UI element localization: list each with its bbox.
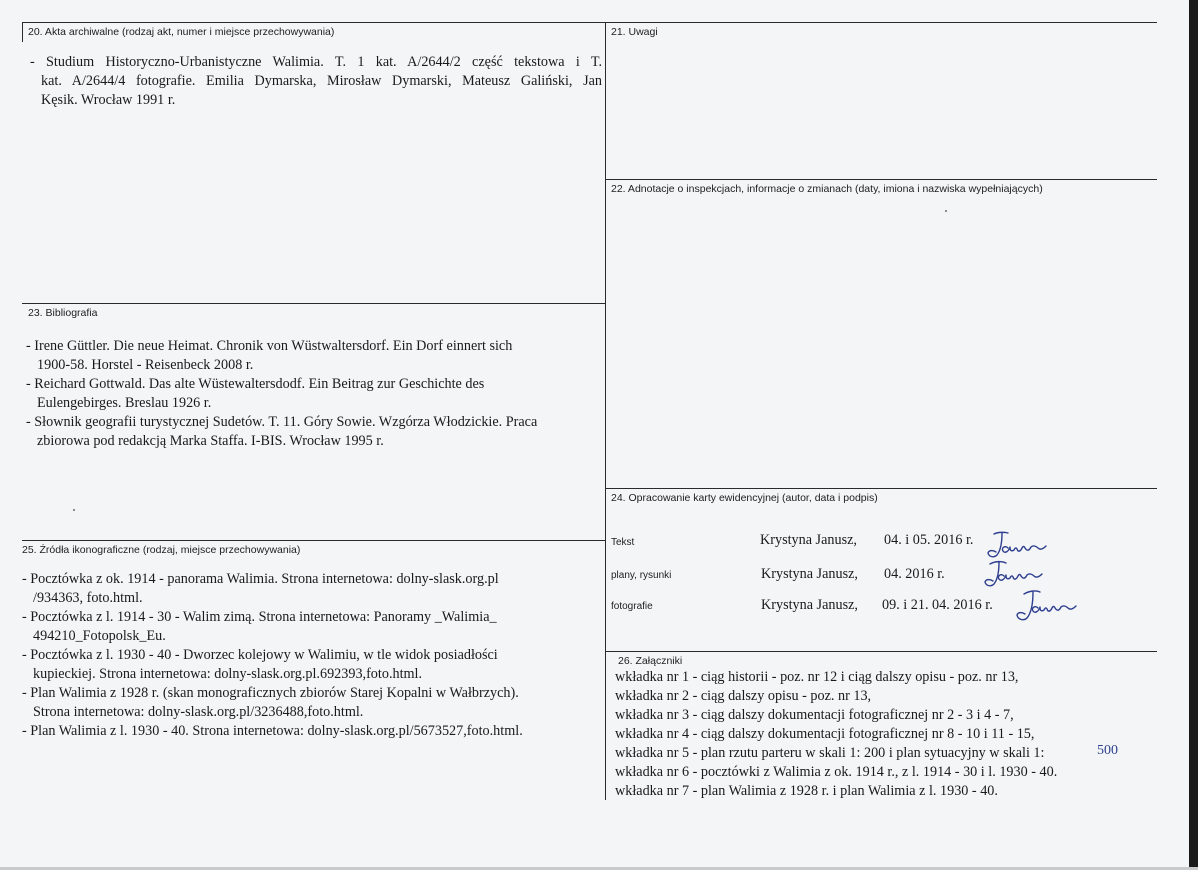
section-21-header: 21. Uwagi [611, 26, 658, 38]
iconography-line-5: - Pocztówka z l. 1930 - 40 - Dworzec kolejowy w Walimiu, w tle widok posiadłości [22, 647, 498, 663]
section-20-header: 20. Akta archiwalne (rodzaj akt, numer i miejsce przechowywania) [28, 26, 335, 38]
section-25-text [22, 570, 523, 741]
top-border [22, 22, 1157, 23]
section-20-text [30, 53, 602, 110]
dust-speck [73, 509, 75, 511]
section-25-header: 25. Źródła ikonograficzne (rodzaj, miejsce przechowywania) [22, 544, 301, 556]
row-date-text: 04. i 05. 2016 r. [884, 532, 974, 548]
center-divider [605, 22, 606, 800]
attachment-line-5: wkładka nr 5 - plan rzutu parteru w skali 1: 200 i plan sytuacyjny w skali 1: [615, 745, 1045, 761]
dust-speck [945, 210, 947, 212]
bibliography-line-4: Eulengebirges. Breslau 1926 r. [37, 395, 212, 411]
row-author-plans: Krystyna Janusz, [761, 566, 858, 582]
section-26-header: 26. Załączniki [618, 655, 683, 667]
archival-line-3: Kęsik. Wrocław 1991 r. [41, 92, 176, 108]
attachment-line-4: wkładka nr 4 - ciąg dalszy dokumentacji fotograficznej nr 8 - 10 i 11 - 15, [615, 726, 1035, 742]
left-border [22, 22, 23, 42]
signature-1 [984, 528, 1050, 562]
iconography-line-6: kupieckiej. Strona internetowa: dolny-slask.org.pl.692393,foto.html. [33, 666, 423, 682]
iconography-line-4: 494210_Fotopolsk_Eu. [33, 628, 166, 644]
attachment-line-2: wkładka nr 2 - ciąg dalszy opisu - poz. nr 13, [615, 688, 872, 704]
bibliography-line-5: - Słownik geografii turystycznej Sudetów. T. 11. Góry Sowie. Wzgórza Włodzickie. Praca [26, 414, 538, 430]
divider-22 [605, 179, 1157, 180]
section-26-text [615, 668, 1057, 801]
section-22-header: 22. Adnotacje o inspekcjach, informacje o zmianach (daty, imiona i nazwiska wypełniających) [611, 183, 1043, 195]
iconography-line-7: - Plan Walimia z 1928 r. (skan monograficznych zbiorów Starej Kopalni w Wałbrzych). [22, 685, 519, 701]
attachment-line-7: wkładka nr 7 - plan Walimia z 1928 r. i plan Walimia z l. 1930 - 40. [615, 783, 998, 799]
section-23-text [26, 337, 537, 451]
archival-line-2: kat. A/2644/4 fotografie. Emilia Dymarska, Mirosław Dymarski, Mateusz Galiński, Jan [41, 73, 602, 89]
signature-3 [1012, 586, 1078, 626]
row-author-photos: Krystyna Janusz, [761, 597, 858, 613]
scan-edge-right [1189, 0, 1198, 870]
row-author-text: Krystyna Janusz, [760, 532, 857, 548]
row-label-photos: fotografie [611, 601, 653, 612]
iconography-line-8: Strona internetowa: dolny-slask.org.pl/3236488,foto.html. [33, 704, 364, 720]
divider-24 [605, 488, 1157, 489]
bibliography-line-1: - Irene Güttler. Die neue Heimat. Chronik von Wüstwaltersdorf. Ein Dorf einnert sich [26, 338, 513, 354]
row-date-plans: 04. 2016 r. [884, 566, 945, 582]
divider-25 [22, 540, 605, 541]
bibliography-line-2: 1900-58. Horstel - Reisenbeck 2008 r. [37, 357, 254, 373]
bibliography-line-6: zbiorowa pod redakcją Marka Staffa. I-BIS. Wrocław 1995 r. [37, 433, 384, 449]
attachment-line-6: wkładka nr 6 - pocztówki z Walimia z ok. 1914 r., z l. 1914 - 30 i l. 1930 - 40. [615, 764, 1058, 780]
attachment-line-1: wkładka nr 1 - ciąg historii - poz. nr 12 i ciąg dalszy opisu - poz. nr 13, [615, 669, 1019, 685]
iconography-line-1: - Pocztówka z ok. 1914 - panorama Walimia. Strona internetowa: dolny-slask.org.pl [22, 571, 499, 587]
handwritten-scale-500: 500 [1097, 743, 1118, 758]
section-24-header: 24. Opracowanie karty ewidencyjnej (autor, data i podpis) [611, 492, 878, 504]
row-date-photos: 09. i 21. 04. 2016 r. [882, 597, 993, 613]
section-23-header: 23. Bibliografia [28, 307, 98, 319]
iconography-line-2: /934363, foto.html. [33, 590, 143, 606]
row-label-text: Tekst [611, 537, 635, 548]
attachment-line-3: wkładka nr 3 - ciąg dalszy dokumentacji fotograficznej nr 2 - 3 i 4 - 7, [615, 707, 1014, 723]
divider-26 [605, 651, 1157, 652]
iconography-line-9: - Plan Walimia z l. 1930 - 40. Strona internetowa: dolny-slask.org.pl/5673527,foto.html. [22, 723, 523, 739]
row-label-plans: plany, rysunki [611, 570, 672, 581]
iconography-line-3: - Pocztówka z l. 1914 - 30 - Walim zimą. Strona internetowa: Panoramy _Walimia_ [22, 609, 497, 625]
divider-23 [22, 303, 605, 304]
archival-line-1: - Studium Historyczno-Urbanistyczne Walimia. T. 1 kat. A/2644/2 część tekstowa i T. [30, 54, 602, 70]
bibliography-line-3: - Reichard Gottwald. Das alte Wüstewaltersdodf. Ein Beitrag zur Geschichte des [26, 376, 485, 392]
